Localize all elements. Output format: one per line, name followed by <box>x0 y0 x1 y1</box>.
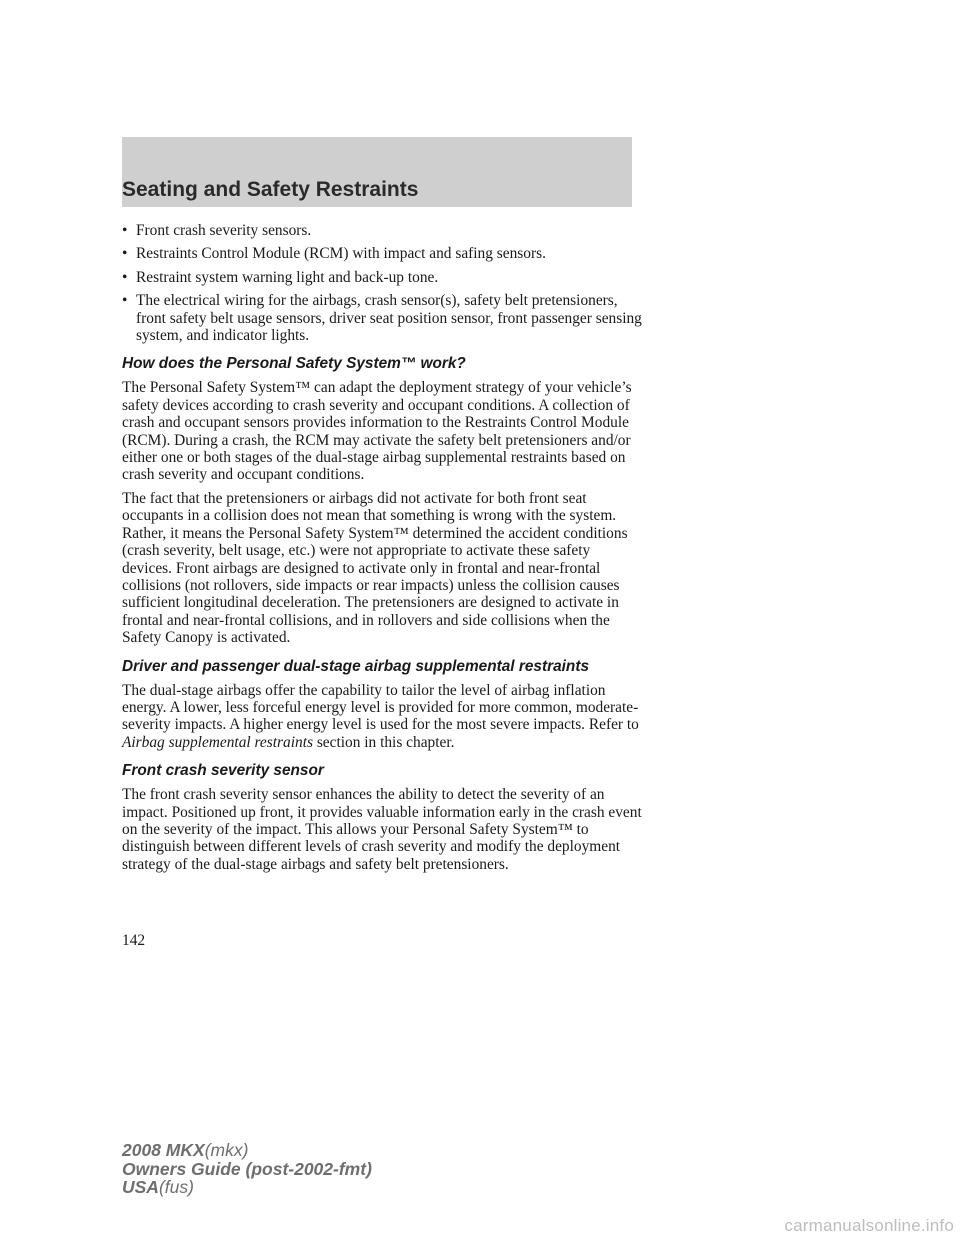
bullet-glyph: • <box>122 245 128 263</box>
footer-line: Owners Guide (post-2002-fmt) <box>122 1158 372 1179</box>
bullet-glyph: • <box>122 292 128 310</box>
paragraph-text: The dual-stage airbags offer the capability to tailor the level of airbag inflation energy. A lower, less forceful energy level is provided for more common, moderate-severity impacts. A higher energy level is used for the most severe impacts. Refer to <box>122 681 639 734</box>
footer-line <box>122 1141 372 1160</box>
paragraph-dual-stage-airbags <box>122 682 642 752</box>
paragraph-pss-not-activated: The fact that the pretensioners or airbags did not activate for both front seat occupants in a collision does not mean that something is wrong with the system. Rather, it means the Personal Safety System™ determined the accident conditions (crash severity, belt usage, etc.) were not appropriate to activate these safety devices. Front airbags are designed to activate only in frontal and near-frontal collisions (not rollovers, side impacts or rear impacts) unless the collision causes sufficient longitudinal deceleration. The pretensioners are designed to activate in frontal and near-frontal collisions, and in rollovers and side collisions when the Safety Canopy is activated. <box>122 489 628 647</box>
paragraph-front-crash-sensor: The front crash severity sensor enhances the ability to detect the severity of an impact. Positioned up front, it provides valuable information early in the crash event on the severity of the impact. This allows your Personal Safety System™ to distinguish between different levels of crash severity and modify the deployment strategy of the dual-stage airbags and safety belt pretensioners. <box>122 786 642 873</box>
component-list <box>122 222 642 344</box>
paragraph-pss-adapt: The Personal Safety System™ can adapt the deployment strategy of your vehicle’s safety devices according to crash severity and occupant conditions. A collection of crash and occupant sensors provides information to the Restraints Control Module (RCM). During a crash, the RCM may activate the safety belt pretensioners and/or either one or both stages of the dual-stage airbag supplemental restraints based on crash severity and occupant conditions. <box>122 379 632 484</box>
list-item <box>122 245 642 262</box>
list-item <box>122 292 642 344</box>
page-content <box>122 222 642 879</box>
document-footer <box>122 1141 372 1197</box>
list-item-text: Front crash severity sensors. <box>136 222 312 239</box>
list-item <box>122 269 642 286</box>
cross-reference-link: Airbag supplemental restraints <box>122 733 313 751</box>
bullet-glyph: • <box>122 222 128 239</box>
footer-market: USA <box>122 1177 159 1197</box>
list-item-text: Restraint system warning light and back-up tone. <box>136 268 439 286</box>
list-item-text: Restraints Control Module (RCM) with impact and safing sensors. <box>136 245 546 263</box>
list-item <box>122 222 642 239</box>
page-number: 142 <box>122 932 146 949</box>
bullet-glyph: • <box>122 268 128 286</box>
footer-model: 2008 MKX <box>122 1140 205 1160</box>
heading-how-pss-works: How does the Personal Safety System™ work? <box>122 355 466 373</box>
footer-model-code: (mkx) <box>204 1140 249 1160</box>
heading-dual-stage-airbags: Driver and passenger dual-stage airbag supplemental restraints <box>122 657 590 675</box>
paragraph-text: section in this chapter. <box>312 733 455 751</box>
list-item-text: The electrical wiring for the airbags, crash sensor(s), safety belt pretensioners, front safety belt usage sensors, driver seat position sensor, front passenger sensing system, and indicator lights. <box>136 292 642 345</box>
footer-line <box>122 1178 372 1197</box>
heading-front-crash-sensor: Front crash severity sensor <box>122 762 324 780</box>
footer-market-code: (fus) <box>158 1177 194 1197</box>
section-title: Seating and Safety Restraints <box>122 178 419 201</box>
watermark: carmanualsonline.info <box>784 1216 954 1235</box>
